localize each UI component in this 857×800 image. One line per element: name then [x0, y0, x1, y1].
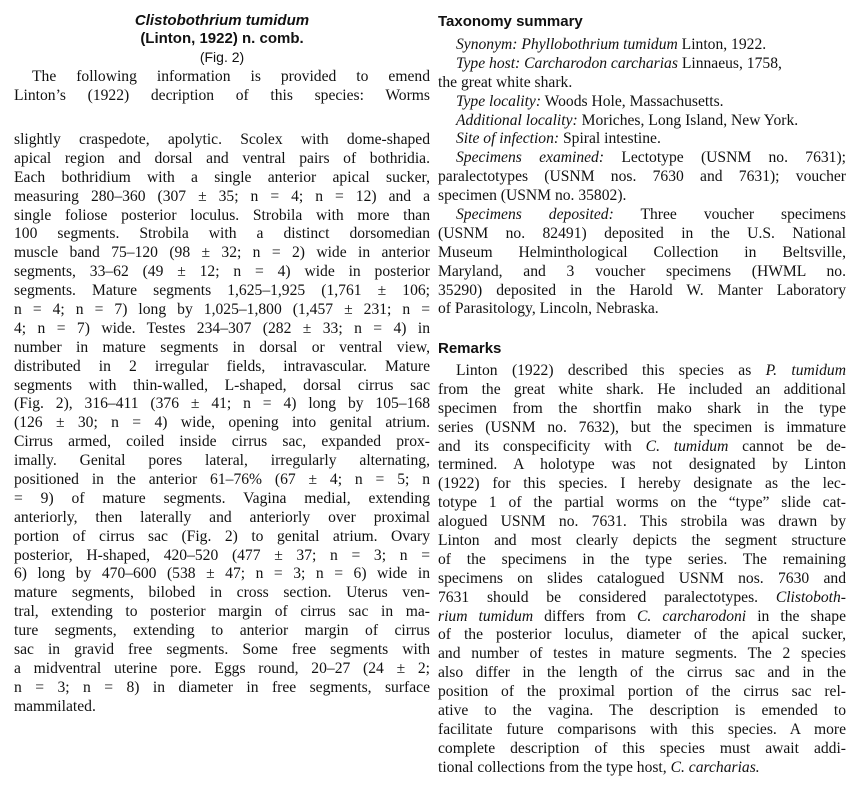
text-line: of Parasitology, Lincoln, Nebraska.	[438, 300, 659, 318]
text-line: ative to the vagina. The description is emended to	[438, 702, 846, 720]
deposited-value: Three voucher specimens	[640, 206, 846, 224]
text-line: 35290) deposited in the Harold W. Manter Laboratory	[438, 281, 846, 299]
text-span: and its conspecificity with	[438, 437, 632, 455]
text-line: (USNM no. 82491) deposited in the U.S. National	[438, 224, 846, 242]
examined-value: Lectotype (USNM no. 7631);	[621, 149, 847, 167]
text-line: sac in gravid free segments. Some free segments with	[14, 641, 430, 659]
text-line: series (USNM no. 7632), but the specimen is immature	[438, 418, 846, 436]
text-line: of the posterior loculus, diameter of the apical sucker,	[438, 626, 846, 644]
text-line: muscle band 75–120 (98 ± 32; n = 2) wide in anterior	[14, 244, 430, 262]
left-column	[14, 0, 430, 715]
taxonomy-summary	[438, 36, 846, 319]
text-line: portion of cirrus sac (Fig. 2) to genital atrium. Ovary	[14, 527, 430, 545]
text-line: The following information is provided to emend	[32, 68, 430, 85]
text-line: Museum Helminthological Collection in Beltsville,	[438, 243, 846, 261]
text-line: posterior, H-shaped, 420–520 (477 ± 37; n = 3; n =	[14, 546, 430, 564]
text-line: specimen from the shortfin mako shark in the type	[438, 399, 846, 417]
text-line: 6) long by 470–600 (538 ± 47; n = 3; n = 6) wide in	[14, 565, 430, 583]
text-line: specimen (USNM no. 35802).	[438, 187, 627, 205]
text-line: paralectotypes (USNM nos. 7630 and 7631); voucher	[438, 168, 846, 186]
synonym-name: Phyllobothrium tumidum	[521, 36, 678, 53]
text-line: also differ in the length of the cirrus sac and in the	[438, 664, 846, 682]
taxon-name: C. carcharodoni	[637, 607, 747, 625]
type-host-line	[438, 55, 846, 74]
text-line: Linton’s (1922) decription of this species: Worms	[14, 86, 430, 104]
synonym-label: Synonym:	[456, 36, 518, 53]
text-line: Each bothridium with a single anterior apical sucker,	[14, 168, 430, 186]
right-column	[438, 0, 847, 776]
text-line: Cirrus armed, coiled inside cirrus sac, expanded prox-	[14, 433, 430, 451]
remarks-paragraph	[438, 362, 846, 778]
text-line: and number of testes in mature segments. The 2 species	[438, 645, 846, 663]
text-line: segments with thin-walled, L-shaped, dorsal cirrus sac	[14, 376, 430, 394]
text-line: n = 3; n = 8) in diameter in free segments, surface	[14, 678, 430, 696]
specimens-examined-line	[438, 149, 846, 168]
text-line: = 9) of mature segments. Vagina medial, extending	[14, 489, 430, 507]
text-line: single foliose posterior loculus. Strobila with more than	[14, 206, 430, 224]
type-locality-value: Woods Hole, Massachusetts.	[544, 92, 724, 110]
additional-locality-value: Moriches, Long Island, New York.	[581, 111, 799, 129]
additional-locality-label: Additional locality:	[456, 111, 578, 129]
text-line: tral, extending to posterior margin of cirrus sac in ma-	[14, 603, 430, 621]
text-line	[438, 362, 846, 381]
text-line: Linton and most clearly depicts the segment structure	[438, 532, 846, 550]
text-line: specimens on slides catalogued USNM nos. 7630 and	[438, 569, 846, 587]
taxon-name: C. carcharias.	[670, 758, 760, 776]
species-title: Clistobothrium tumidum	[134, 12, 310, 29]
examined-label: Specimens examined:	[456, 149, 605, 167]
text-line: imally. Genital pores lateral, irregularly alternating,	[14, 452, 430, 470]
text-span: 7631 should be considered paralectotypes.	[438, 588, 759, 606]
text-line	[438, 438, 846, 457]
type-locality-line	[438, 93, 846, 112]
text-span: differs from	[544, 607, 626, 625]
text-line: number in mature segments in dorsal or ventral view,	[14, 338, 430, 356]
text-line: (Fig. 2), 316–411 (376 ± 41; n = 4) long by 105–168	[14, 395, 430, 413]
type-host-authority: Linnaeus, 1758,	[681, 54, 782, 72]
text-line: mature segments, bilobed in cross section. Uterus ven-	[14, 584, 430, 602]
text-line	[438, 759, 846, 778]
text-line: the great white shark.	[438, 73, 573, 91]
species-authority: (Linton, 1922) n. comb.	[140, 30, 304, 47]
site-of-infection-line	[438, 130, 846, 149]
text-line: totype 1 of the partial worms on the “type” slide cat-	[438, 494, 846, 512]
text-line: Maryland, and 3 voucher specimens (HWML no.	[438, 262, 846, 280]
text-line: mammilated.	[14, 697, 96, 715]
text-span: tional collections from the type host,	[438, 758, 667, 776]
type-host-label: Type host:	[456, 54, 521, 72]
text-line: of the specimens in the type series. The remaining	[438, 550, 846, 568]
text-line: measuring 280–360 (307 ± 35; n = 4; n = 12) and a	[14, 187, 430, 205]
text-line: (126 ± 30; n = 4) wide, opening into genital atrium.	[14, 414, 430, 432]
type-locality-label: Type locality:	[456, 92, 542, 110]
site-value: Spiral intestine.	[562, 130, 661, 148]
remarks-heading: Remarks	[438, 340, 502, 357]
text-line: 100 segments. Strobila with a distinct dorsomedian	[14, 225, 430, 243]
taxon-name: Clistoboth-	[775, 588, 846, 606]
text-line: n = 4; n = 7) long by 1,025–1,800 (1,457 ± 231; n =	[14, 301, 430, 319]
text-line	[438, 589, 846, 608]
text-line: (1922) for this species. I hereby designate as the lec-	[438, 475, 846, 493]
intro-paragraph	[14, 68, 430, 106]
synonym-authority: Linton, 1922.	[681, 36, 767, 53]
text-line: from the great white shark. He included an additional	[438, 380, 846, 398]
text-line: alogued USNM no. 7631. This strobila was drawn by	[438, 513, 846, 531]
text-line: positioned in the anterior 61–76% (67 ± 4; n = 5; n	[14, 471, 430, 489]
text-line: facilitate future comparisons with this species. A more	[438, 720, 846, 738]
taxonomy-summary-heading: Taxonomy summary	[438, 13, 583, 30]
text-line: a midventral uterine pore. Eggs round, 20–27 (24 ± 2;	[14, 659, 430, 677]
text-span: cannot be de-	[742, 437, 846, 455]
text-span: Linton (1922) described this species as	[456, 362, 752, 379]
text-line: apical region and dorsal and ventral pairs of bothridia.	[14, 149, 430, 167]
text-line: segments. Mature segments 1,625–1,925 (1,761 ± 106;	[14, 282, 430, 300]
text-line: position of the proximal portion of the cirrus sac rel-	[438, 683, 846, 701]
text-line: 4; n = 7) wide. Testes 234–307 (282 ± 33; n = 4) in	[14, 319, 430, 337]
text-span: in the shape	[757, 607, 846, 625]
site-label: Site of infection:	[456, 130, 560, 148]
deposited-label: Specimens deposited:	[456, 206, 614, 224]
text-line: anteriorly, then laterally and anteriorly over proximal	[14, 508, 430, 526]
additional-locality-line	[438, 112, 846, 131]
text-line: slightly craspedote, apolytic. Scolex with dome-shaped	[14, 131, 430, 148]
text-line: segments, 33–62 (49 ± 12; n = 4) wide in posterior	[14, 263, 430, 281]
taxon-name: rium tumidum	[438, 607, 534, 625]
specimens-deposited-line	[438, 206, 846, 225]
type-host-name: Carcharodon carcharias	[524, 54, 678, 72]
text-line: distributed in 2 irregular fields, intravascular. Mature	[14, 357, 430, 375]
description-paragraph	[14, 131, 430, 717]
figure-reference: (Fig. 2)	[199, 49, 245, 65]
text-line	[438, 608, 846, 627]
taxon-name: P. tumidum	[765, 362, 846, 379]
synonym-line	[438, 36, 846, 55]
taxon-name: C. tumidum	[645, 437, 729, 455]
text-line: ture segments, extending to anterior margin of cirrus	[14, 622, 430, 640]
text-line: complete description of this species must await addi-	[438, 739, 846, 757]
text-line: termined. A holotype was not designated by Linton	[438, 456, 846, 474]
